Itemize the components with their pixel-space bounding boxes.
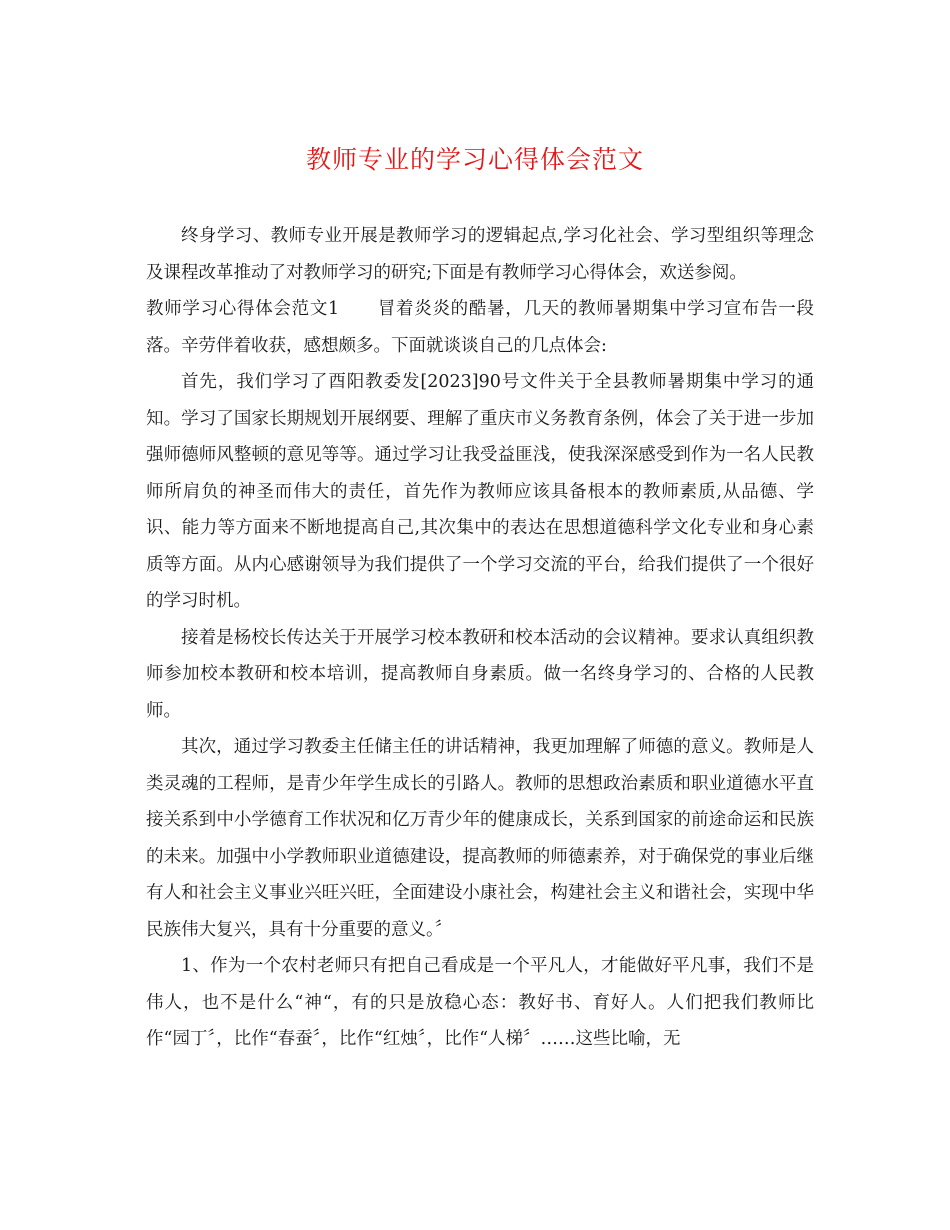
paragraph-sample-1	[146, 291, 814, 364]
sample-heading: 教师学习心得体会范文1	[146, 299, 340, 319]
paragraph-next: 接着是杨校长传达关于开展学习校本教研和校本活动的会议精神。要求认真组织教师参加校本教研和校本培训，提高教师自身素质。做一名终身学习的、合格的人民教师。	[146, 627, 814, 721]
sample-1-text: 冒着炎炎的酷暑，几天的教师暑期集中学习宣布告一段落。辛劳伴着收获，感想颇多。下面就谈谈自己的几点体会:	[146, 299, 814, 356]
paragraph-point-1: 1、作为一个农村老师只有把自己看成是一个平凡人，才能做好平凡事，我们不是伟人，也不是什么“神“，有的只是放稳心态：教好书、育好人。人们把我们教师比作“园丁〞，比作“春蚕〞，比作“红烛〞，比作“人梯〞……这些比喻，无	[146, 956, 814, 1049]
page-title: 教师专业的学习心得体会范文	[305, 145, 644, 174]
paragraph-first: 首先，我们学习了酉阳教委发[2023]90号文件关于全县教师暑期集中学习的通知。学习了国家长期规划开展纲要、理解了重庆市义务教育条例，体会了关于进一步加强师德师风整顿的意见等等。通过学习让我受益匪浅，使我深深感受到作为一名人民教师所肩负的神圣而伟大的责任，首先作为教师应该具备根本的教师素质,从品德、学识、能力等方面来不断地提高自己,其次集中的表达在思想道德科学文化专业和身心素质等方面。从内心感谢领导为我们提供了一个学习交流的平台，给我们提供了一个很好的学习时机。	[146, 372, 814, 611]
document-body	[146, 218, 814, 1058]
paragraph-intro: 终身学习、教师专业开展是教师学习的逻辑起点,学习化社会、学习型组织等理念及课程改革推动了对教师学习的研究;下面是有教师学习心得体会，欢送参阅。	[146, 226, 814, 283]
paragraph-second: 其次，通过学习教委主任储主任的讲话精神，我更加理解了师德的意义。教师是人类灵魂的工程师，是青少年学生成长的引路人。教师的思想政治素质和职业道德水平直接关系到中小学德育工作状况和亿万青少年的健康成长，关系到国家的前途命运和民族的未来。加强中小学教师职业道德建设，提高教师的师德素养，对于确保党的事业后继有人和社会主义事业兴旺兴旺，全面建设小康社会，构建社会主义和谐社会，实现中华民族伟大复兴，具有十分重要的意义。〞	[146, 737, 814, 940]
